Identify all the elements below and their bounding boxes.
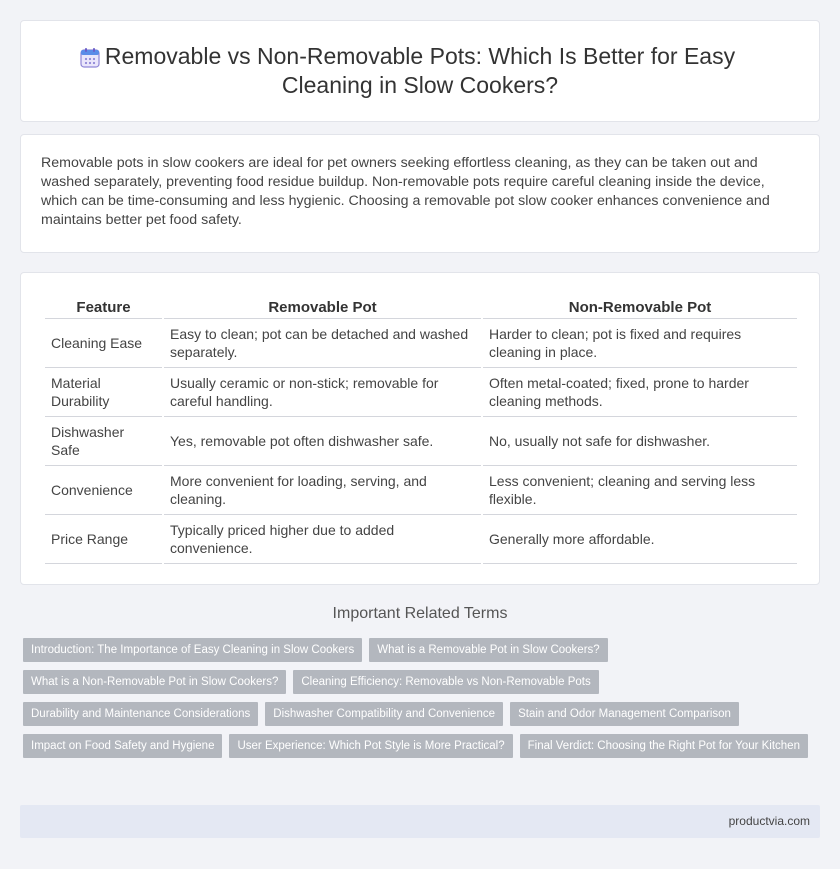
table-row (45, 515, 797, 564)
footer-brand[interactable]: productvia.com (728, 814, 810, 828)
term-link[interactable]: Cleaning Efficiency: Removable vs Non-Removable Pots (293, 670, 598, 694)
header-card (20, 20, 820, 122)
term-link[interactable]: Introduction: The Importance of Easy Cleaning in Slow Cookers (23, 638, 362, 662)
intro-text: Removable pots in slow cookers are ideal for pet owners seeking effortless cleaning, as they can be taken out and washed separately, preventing food residue buildup. Non-removable pots require careful cleaning inside the device, which can be time-consuming and less hygienic. Choosing a removable pot slow cooker enhances convenience and maintains better pet food safety. (41, 155, 770, 228)
non-removable-cell: Often metal-coated; fixed, prone to harder cleaning methods. (483, 368, 797, 417)
column-header: Removable Pot (164, 293, 481, 319)
table-row (45, 319, 797, 368)
calendar-icon (79, 47, 101, 69)
feature-cell: Cleaning Ease (45, 319, 162, 368)
term-link[interactable]: Impact on Food Safety and Hygiene (23, 734, 222, 758)
feature-cell: Dishwasher Safe (45, 417, 162, 466)
related-terms-list (23, 638, 813, 758)
term-link[interactable]: Dishwasher Compatibility and Convenience (265, 702, 503, 726)
related-terms-title: Important Related Terms (332, 605, 508, 622)
table-header-row (45, 293, 797, 319)
term-link[interactable]: Durability and Maintenance Considerations (23, 702, 258, 726)
removable-cell: Usually ceramic or non-stick; removable for careful handling. (164, 368, 481, 417)
removable-cell: More convenient for loading, serving, and cleaning. (164, 466, 481, 515)
comparison-table (43, 293, 799, 564)
column-header: Feature (45, 293, 162, 319)
term-link[interactable]: What is a Removable Pot in Slow Cookers? (369, 638, 607, 662)
table-row (45, 417, 797, 466)
non-removable-cell: No, usually not safe for dishwasher. (483, 417, 797, 466)
term-link[interactable]: User Experience: Which Pot Style is More Practical? (229, 734, 512, 758)
term-link[interactable]: What is a Non-Removable Pot in Slow Cookers? (23, 670, 286, 694)
intro-card (20, 134, 820, 253)
term-link[interactable]: Stain and Odor Management Comparison (510, 702, 739, 726)
non-removable-cell: Harder to clean; pot is fixed and requires cleaning in place. (483, 319, 797, 368)
non-removable-cell: Generally more affordable. (483, 515, 797, 564)
removable-cell: Yes, removable pot often dishwasher safe. (164, 417, 481, 466)
page-title: Removable vs Non-Removable Pots: Which Is Better for Easy Cleaning in Slow Cookers? (104, 43, 736, 98)
removable-cell: Typically priced higher due to added convenience. (164, 515, 481, 564)
non-removable-cell: Less convenient; cleaning and serving less flexible. (483, 466, 797, 515)
removable-cell: Easy to clean; pot can be detached and washed separately. (164, 319, 481, 368)
feature-cell: Price Range (45, 515, 162, 564)
footer (20, 805, 820, 838)
table-row (45, 368, 797, 417)
column-header: Non-Removable Pot (483, 293, 797, 319)
term-link[interactable]: Final Verdict: Choosing the Right Pot for Your Kitchen (520, 734, 808, 758)
table-row (45, 466, 797, 515)
comparison-card (20, 272, 820, 585)
feature-cell: Material Durability (45, 368, 162, 417)
feature-cell: Convenience (45, 466, 162, 515)
